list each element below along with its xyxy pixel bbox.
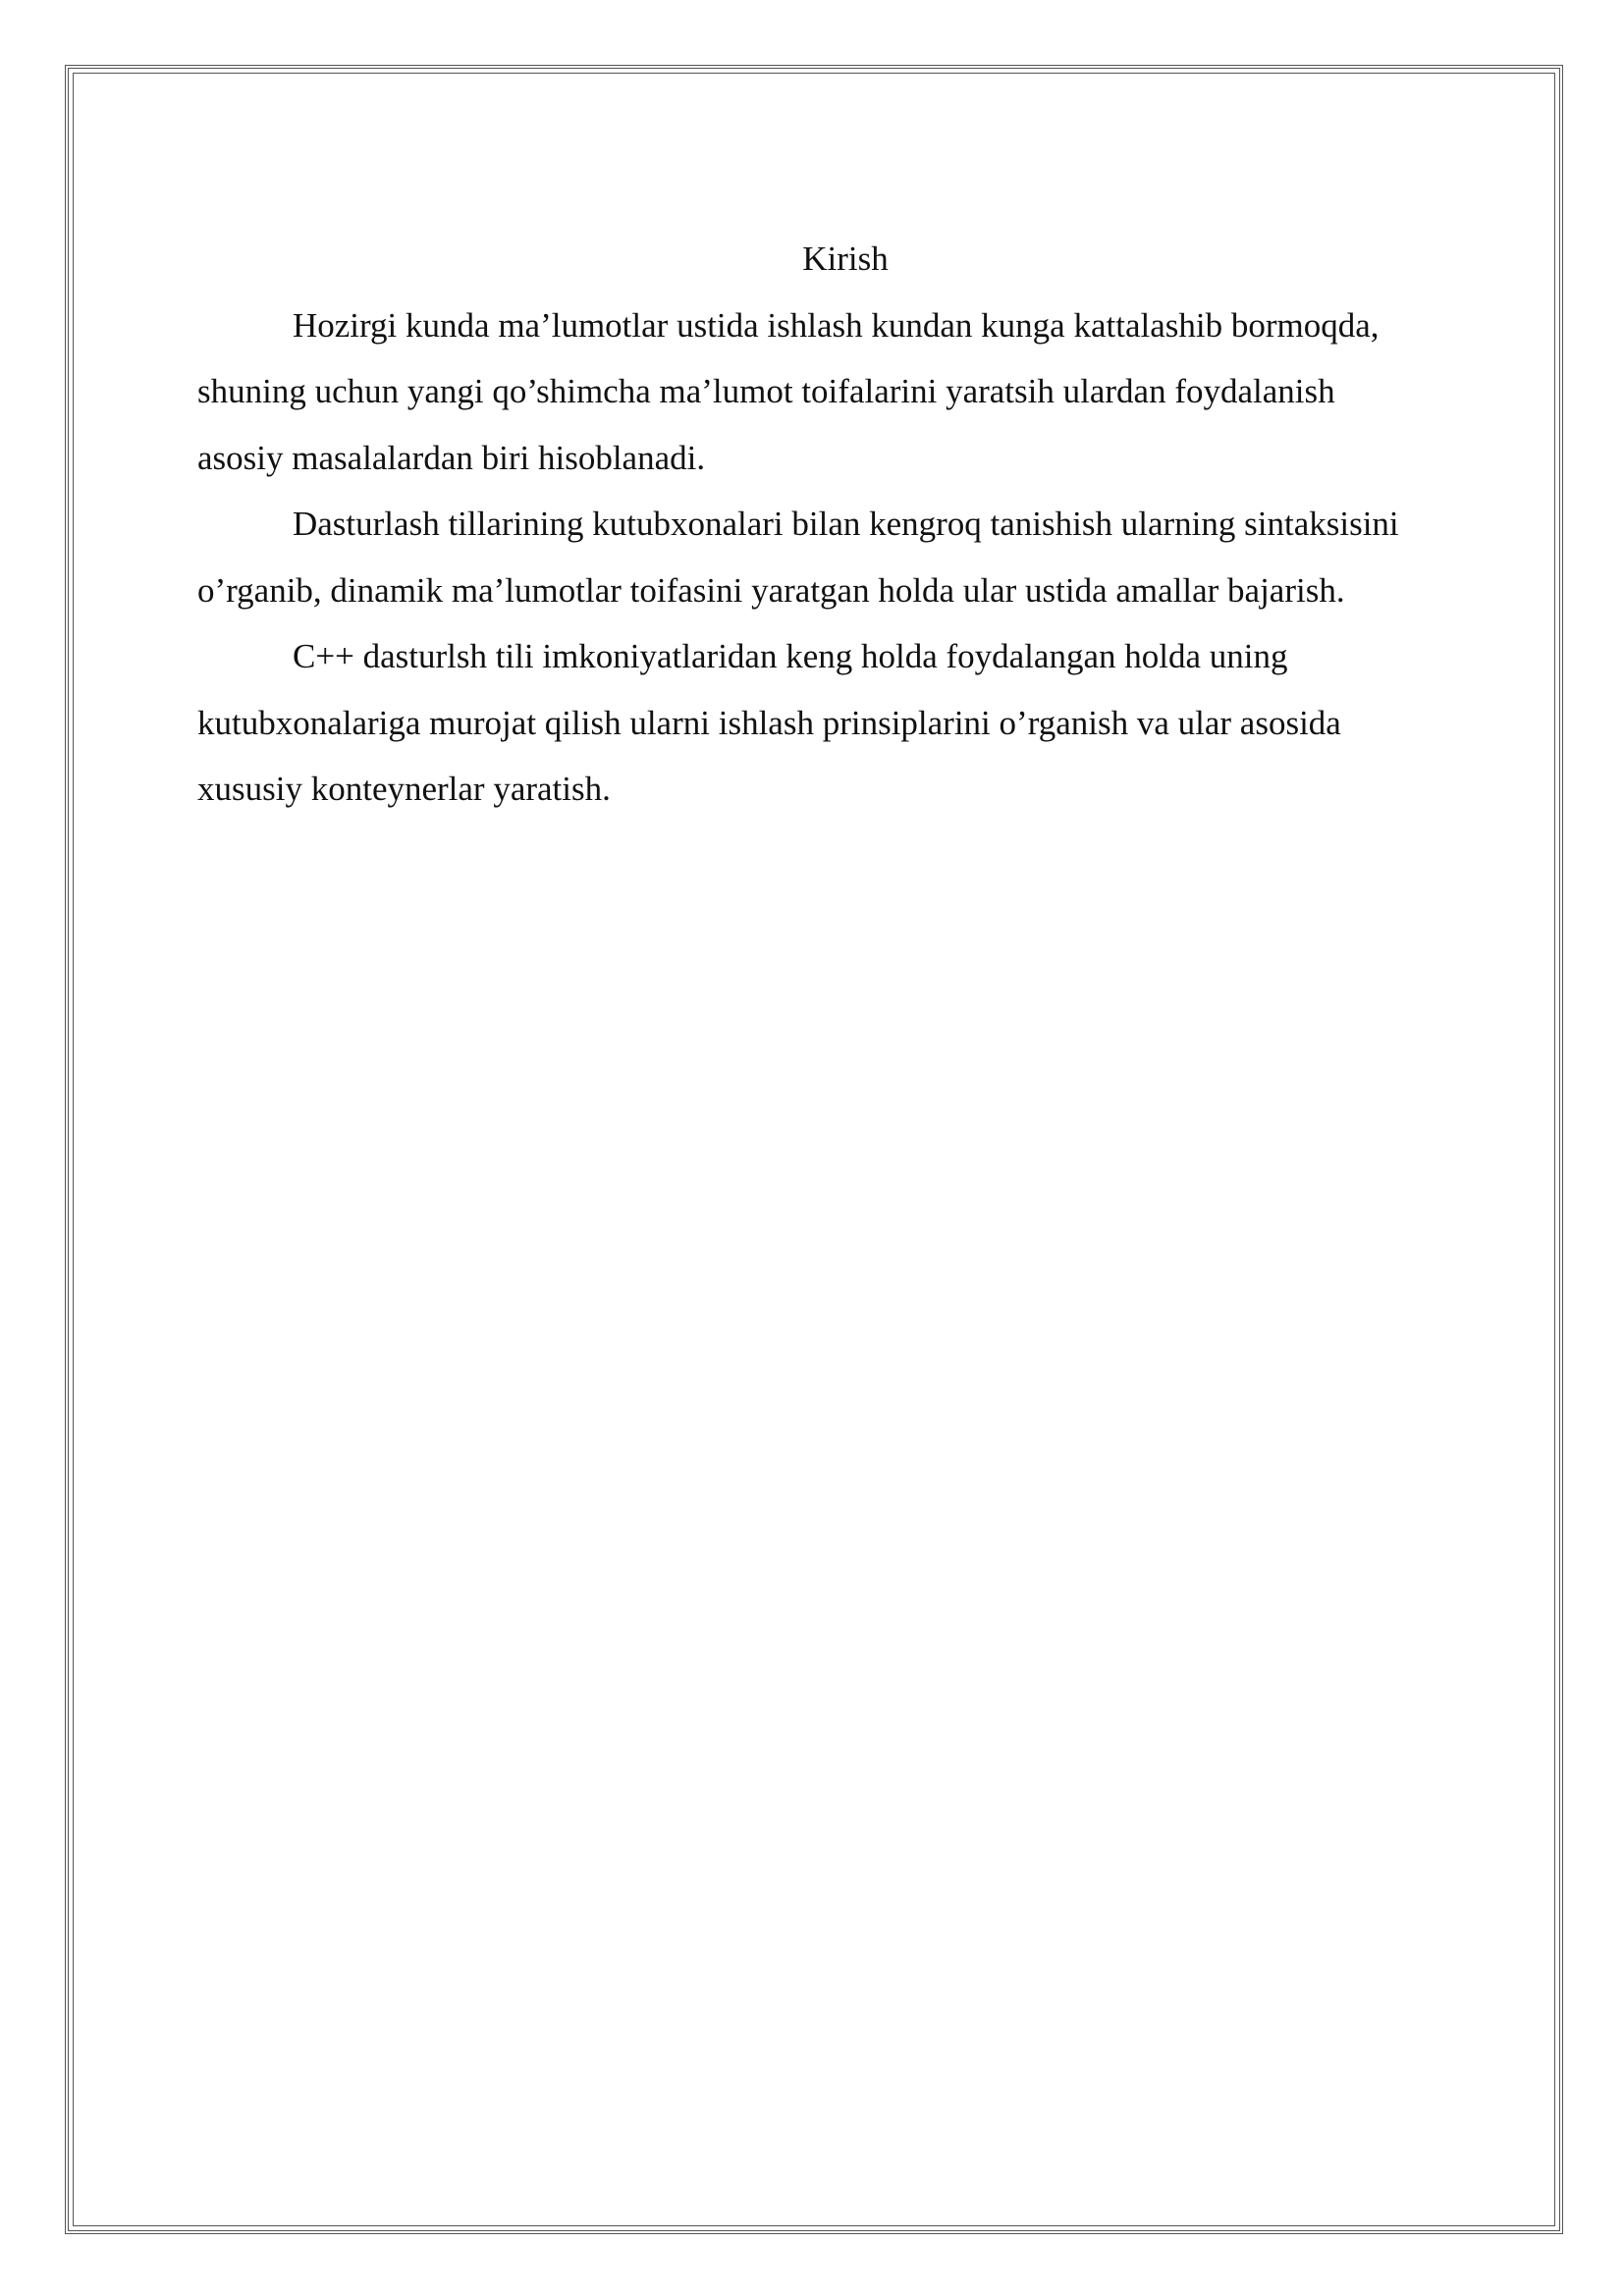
- document-body: [197, 226, 1415, 823]
- paragraph-2: Dasturlash tillarining kutubxonalari bilan kengroq tanishish ularning sintaksisini o’rganib, dinamik ma’lumotlar toifasini yaratgan holda ular ustida amallar bajarish.: [197, 505, 1399, 610]
- paragraph-3: C++ dasturlsh tili imkoniyatlaridan keng holda foydalangan holda uning kutubxonalariga murojat qilish ularni ishlash prinsiplarini o’rganish va ular asosida xususiy konteynerlar yaratish.: [197, 637, 1341, 808]
- paragraph-1: Hozirgi kunda ma’lumotlar ustida ishlash kundan kunga kattalashib bormoqda, shuning uchun yangi qo’shimcha ma’lumot toifalarini yaratsih ulardan foydalanish asosiy masalalardan biri hisoblanadi.: [197, 305, 1380, 477]
- document-title: Kirish: [802, 240, 889, 278]
